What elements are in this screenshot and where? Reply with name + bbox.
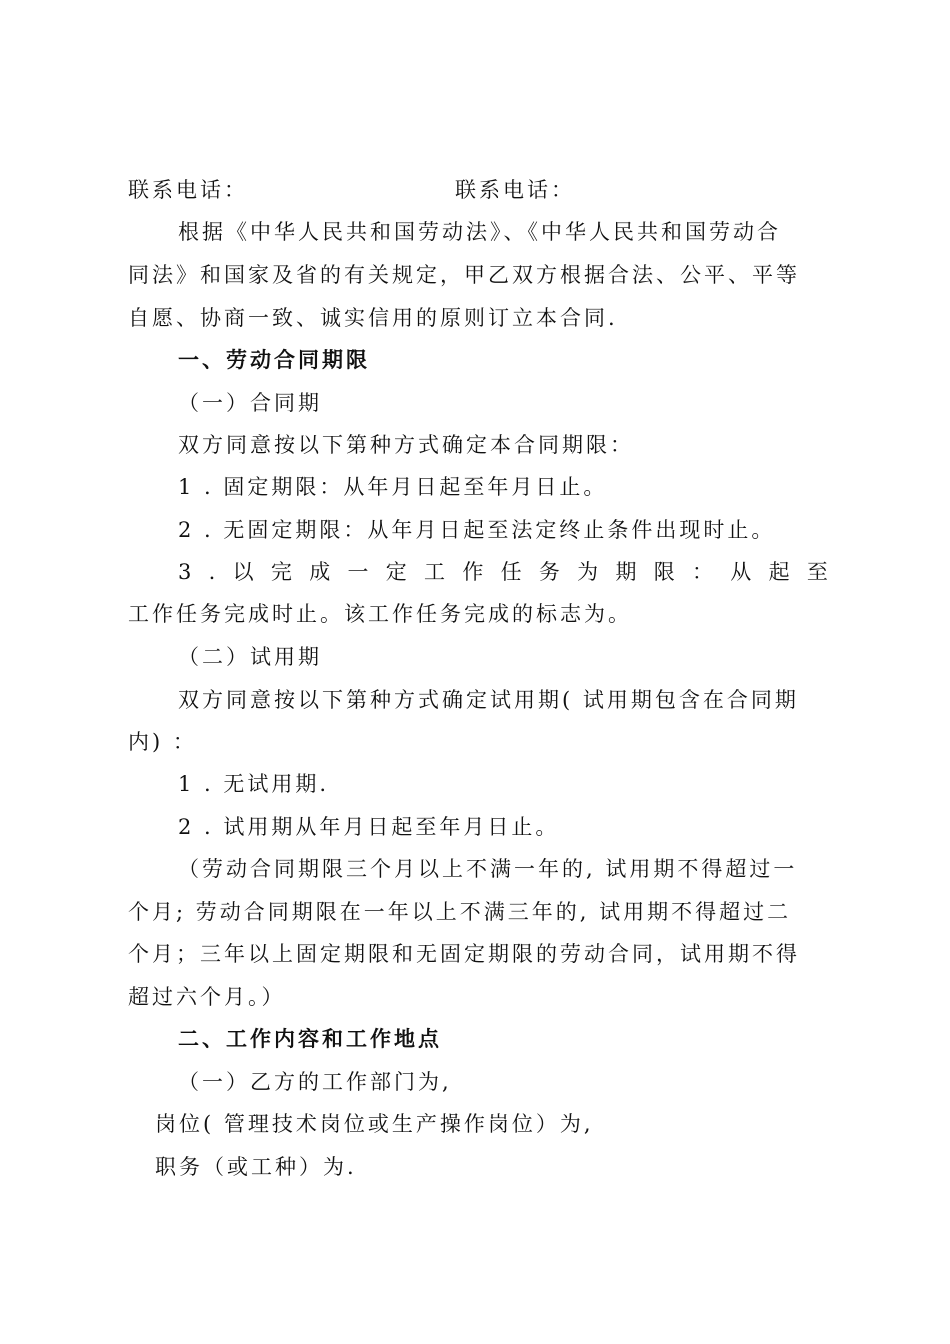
option-3-char: 至 xyxy=(806,560,828,584)
contact-phone-left: 联系电话： xyxy=(128,178,248,202)
probation-option-2: 2 . 试用期从年月日起至年月日止。 xyxy=(178,815,560,839)
section-2-heading: 二、工作内容和工作地点 xyxy=(178,1027,442,1051)
option-3-char: ： xyxy=(692,560,713,584)
subsection-contract-term: （一）合同期 xyxy=(178,391,322,415)
contract-term-intro: 双方同意按以下第种方式确定本合同期限： xyxy=(178,433,634,457)
option-3-char: 工 xyxy=(424,560,446,584)
option-3-char: 作 xyxy=(462,560,484,584)
option-3-char: 以 xyxy=(232,560,254,584)
intro-line-2: 同法》和国家及省的有关规定，甲乙双方根据合法、公平、平等 xyxy=(128,263,800,287)
option-3-char: 成 xyxy=(309,560,331,584)
work-post: 岗位( 管理技术岗位或生产操作岗位）为, xyxy=(155,1112,594,1136)
term-option-3-line-2: 工作任务完成时止。该工作任务完成的标志为。 xyxy=(128,602,632,626)
probation-option-1: 1 . 无试用期. xyxy=(178,772,330,796)
option-3-char: 3 xyxy=(178,560,192,584)
intro-line-3: 自愿、协商一致、诚实信用的原则订立本合同. xyxy=(128,306,618,330)
work-department: （一）乙方的工作部门为, xyxy=(178,1070,452,1094)
option-3-char: 完 xyxy=(270,560,292,584)
contact-phone-right: 联系电话： xyxy=(455,178,575,202)
term-option-1: 1 . 固定期限：从年月日起至年月日止。 xyxy=(178,475,608,499)
option-3-char: 为 xyxy=(577,560,599,584)
probation-intro-line-2: 内) ： xyxy=(128,730,197,754)
option-3-char: 定 xyxy=(385,560,407,584)
option-3-char: . xyxy=(208,560,216,584)
option-3-char: 务 xyxy=(538,560,560,584)
option-3-char: 限 xyxy=(653,560,675,584)
option-3-char: 任 xyxy=(500,560,522,584)
option-3-char: 从 xyxy=(730,560,752,584)
option-3-char: 期 xyxy=(615,560,637,584)
intro-line-1: 根据《中华人民共和国劳动法》、《中华人民共和国劳动合 xyxy=(178,220,781,244)
probation-note-line-2: 个月; 劳动合同期限在一年以上不满三年的, 试用期不得超过二 xyxy=(128,900,792,924)
term-option-3-line-1 xyxy=(178,558,828,586)
section-1-heading: 一、劳动合同期限 xyxy=(178,348,370,372)
probation-note-line-4: 超过六个月。） xyxy=(128,985,286,1009)
probation-intro-line-1: 双方同意按以下第种方式确定试用期( 试用期包含在合同期 xyxy=(178,688,799,712)
probation-note-line-1: （劳动合同期限三个月以上不满一年的, 试用期不得超过一 xyxy=(178,857,798,881)
term-option-2: 2 . 无固定期限：从年月日起至法定终止条件出现时止。 xyxy=(178,518,776,542)
probation-note-line-3: 个月；三年以上固定期限和无固定期限的劳动合同，试用期不得 xyxy=(128,942,800,966)
work-duty: 职务（或工种）为. xyxy=(155,1155,357,1179)
subsection-probation: （二）试用期 xyxy=(178,645,322,669)
option-3-char: 起 xyxy=(768,560,790,584)
option-3-char: 一 xyxy=(347,560,369,584)
